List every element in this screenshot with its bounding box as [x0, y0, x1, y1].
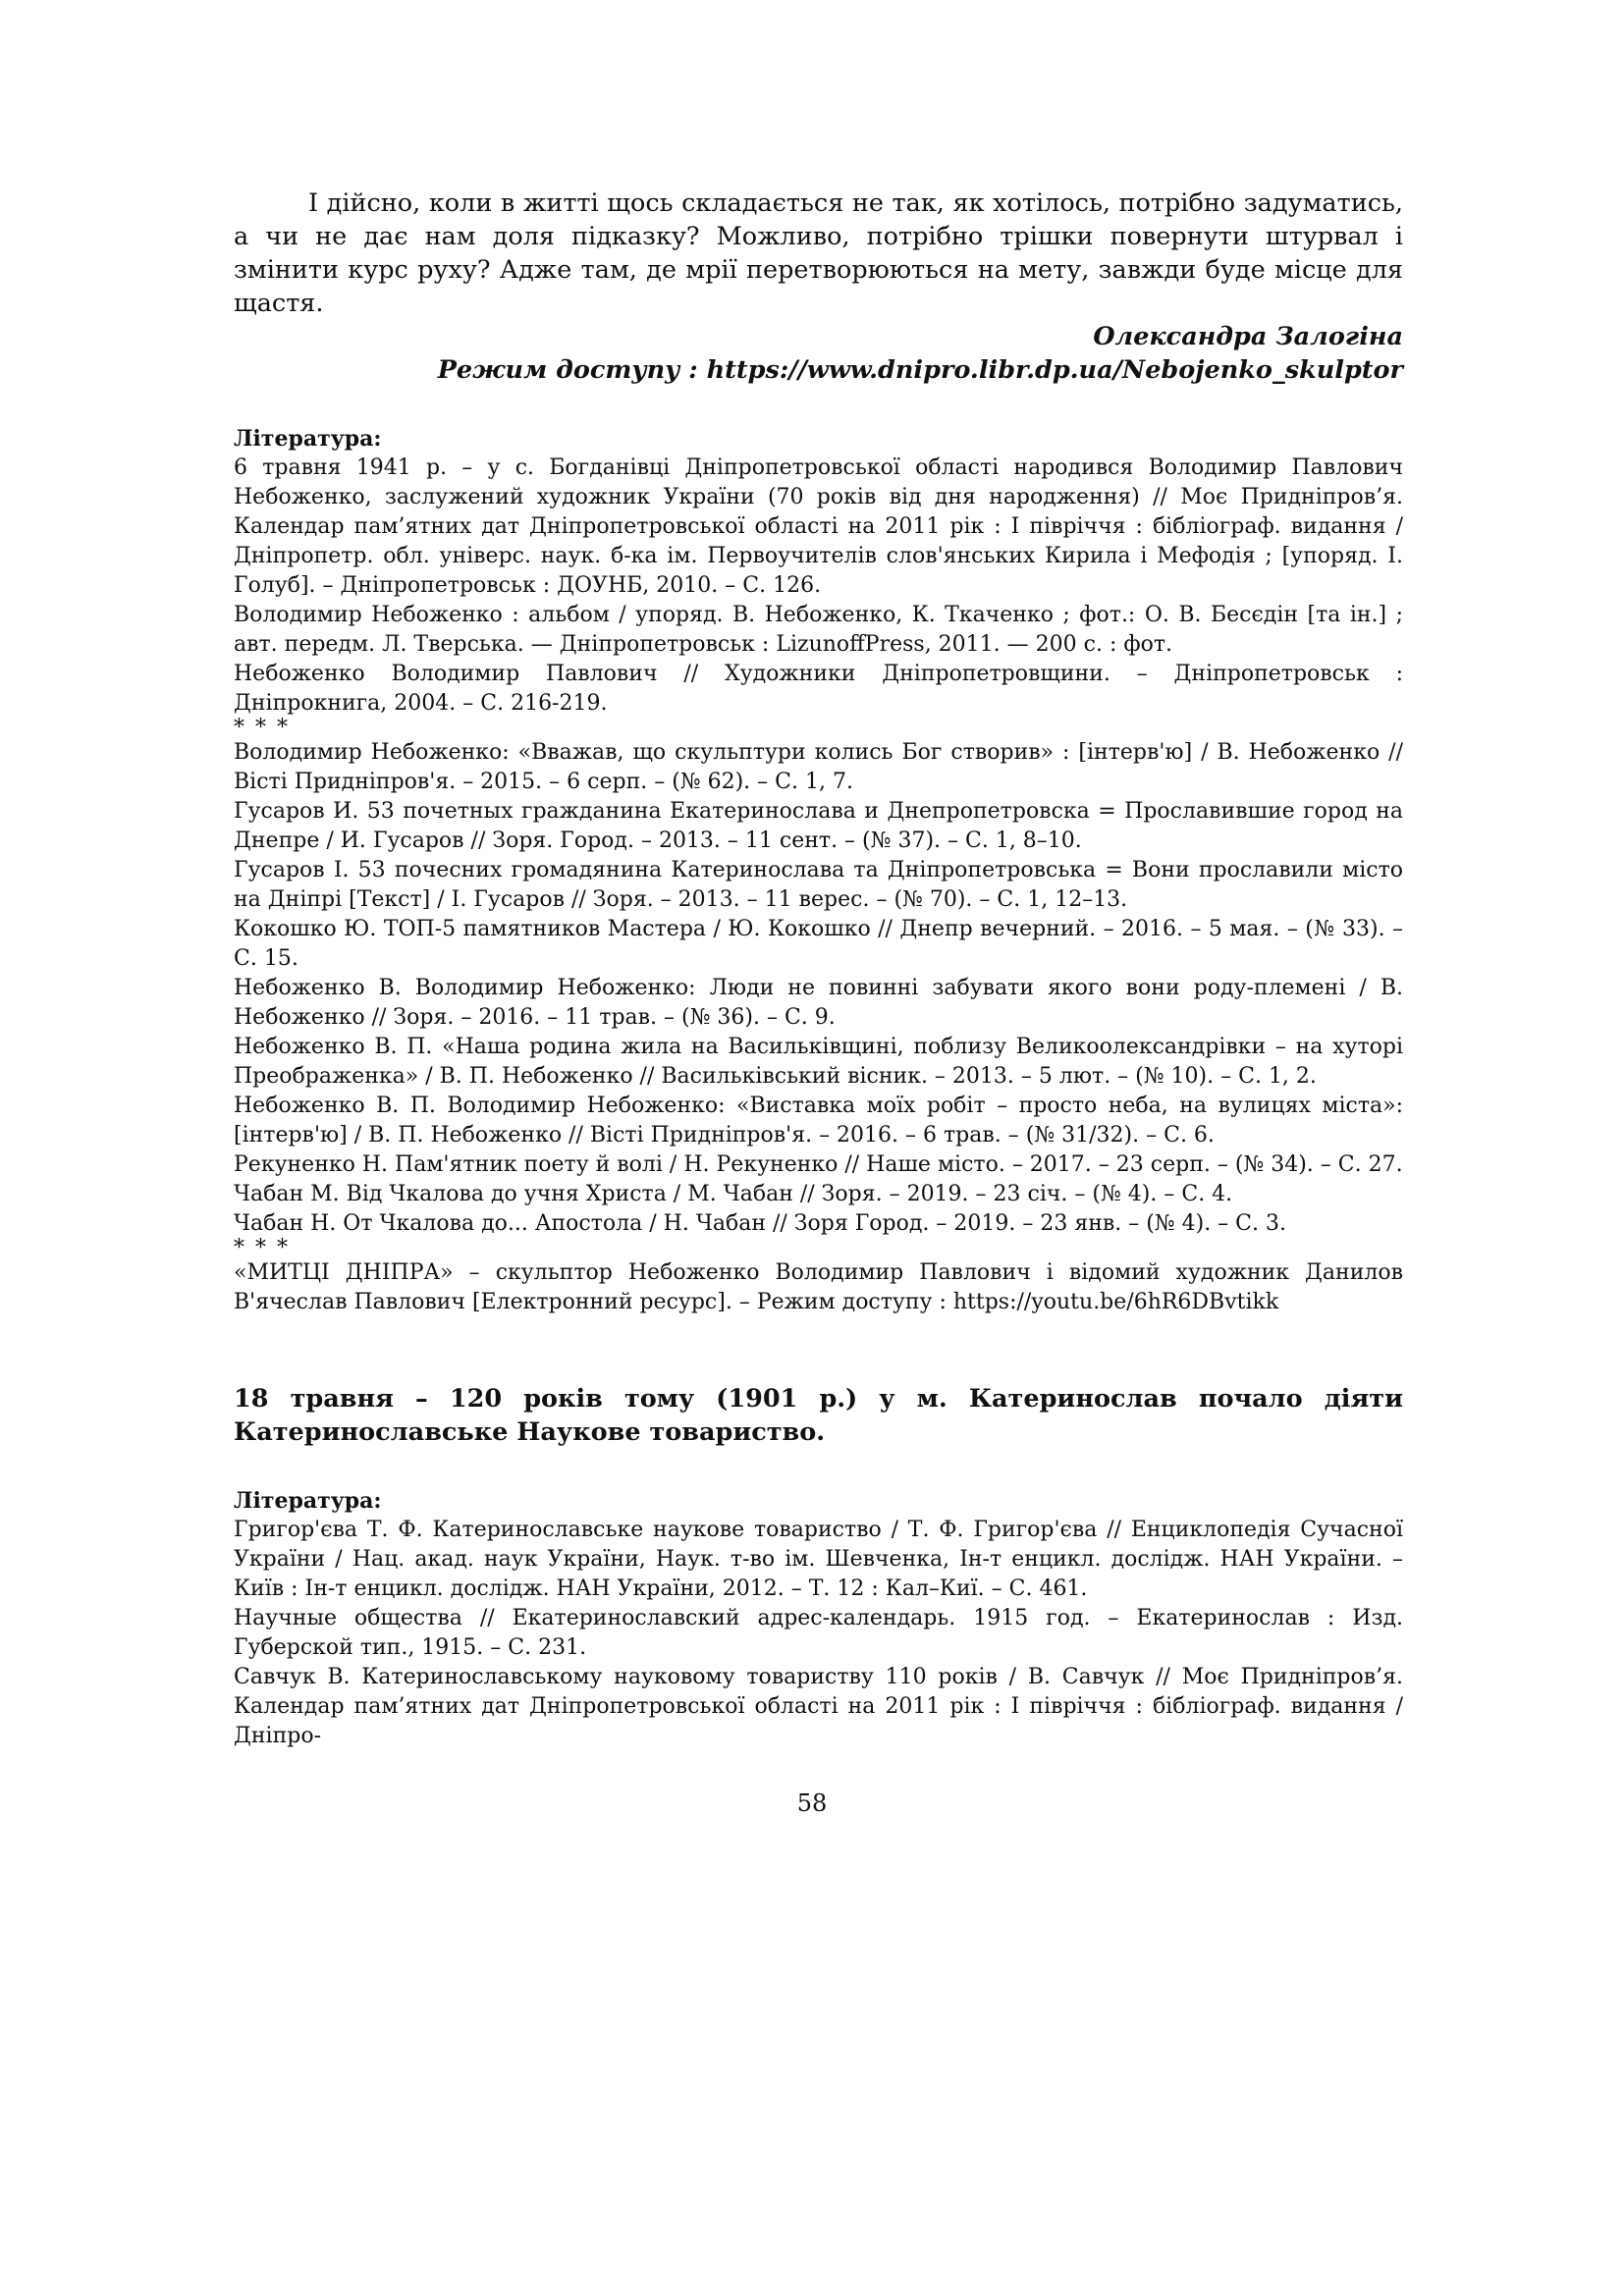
reference-item: Небоженко В. П. Володимир Небоженко: «Виставка моїх робіт – просто неба, на вулицях міста»: [інтерв'ю] / В. П. Небоженко // Вісті Придніпров'я. – 2016. – 6 трав. – (№ 31/32). – С. 6.: [234, 1094, 1403, 1148]
reference-item: 6 травня 1941 р. – у с. Богданівці Дніпропетровської області народився Володимир Павлович Небоженко, заслужений художник України (70 років від дня народження) // Моє Придніпров’я. Календар пам’ятних дат Дніпропетровської області на 2011 рік : І півріччя : бібліограф. видання / Дніпропетр. обл. універс. наук. б-ка ім. Первоучителів слов'янських Кирила і Мефодія ; [упоряд. І. Голуб]. – Дніпропетровськ : ДОУНБ, 2010. – С. 126.: [234, 455, 1403, 598]
reference-item: Небоженко Володимир Павлович // Художники Дніпропетровщини. – Дніпропетровськ : Дніпрокнига, 2004. – С. 216-219.: [234, 662, 1403, 716]
reference-item: Савчук В. Катеринославському науковому товариству 110 років / В. Савчук // Моє Придніпров’я. Календар пам’ятних дат Дніпропетровської області на 2011 рік : І півріччя : бібліограф. видання / Дніпро-: [234, 1665, 1403, 1748]
page-number: 58: [796, 1789, 828, 1817]
reference-item: Гусаров И. 53 почетных гражданина Екатеринослава и Днепропетровска = Прославившие город на Днепре / И. Гусаров // Зоря. Город. – 2013. – 11 сент. – (№ 37). – С. 1, 8–10.: [234, 799, 1403, 853]
reference-item: Григор'єва Т. Ф. Катеринославське наукове товариство / Т. Ф. Григор'єва // Енциклопедія Сучасної України / Нац. акад. наук України, Наук. т-во ім. Шевченка, Ін-т енцикл. дослідж. НАН України. – Київ : Ін-т енцикл. дослідж. НАН України, 2012. – Т. 12 : Кал–Киї. – С. 461.: [234, 1518, 1403, 1601]
reference-item: «МИТЦІ ДНІПРА» – скульптор Небоженко Володимир Павлович і відомий художник Данилов В'ячеслав Павлович [Електронний ресурс]. – Режим доступу : https://youtu.be/6hR6DBvtikk: [234, 1260, 1403, 1314]
reference-item: Чабан М. Від Чкалова до учня Христа / М. Чабан // Зоря. – 2019. – 23 січ. – (№ 4). – С. 4.: [234, 1182, 1233, 1206]
literature-title: Література:: [234, 1488, 382, 1514]
author-signature: Олександра Залогіна: [1093, 322, 1403, 351]
separator-stars: * * *: [234, 716, 290, 740]
reference-item: Кокошко Ю. ТОП-5 памятников Мастера / Ю. Кокошко // Днепр вечерний. – 2016. – 5 мая. – (№ 33). – С. 15.: [234, 917, 1403, 971]
separator-stars: * * *: [234, 1236, 290, 1260]
access-link[interactable]: Режим доступу : https://www.dnipro.libr.dp.ua/Nebojenko_skulptor: [437, 355, 1403, 385]
event-heading: 18 травня – 120 років тому (1901 р.) у м. Катеринослав почало діяти Катеринославське Наукове товариство.: [234, 1384, 1403, 1447]
literature-section-1: [234, 424, 1403, 1317]
intro-section: [234, 187, 1403, 387]
reference-item: Гусаров І. 53 почесних громадянина Катеринослава та Дніпропетровська = Вони прославили місто на Дніпрі [Текст] / І. Гусаров // Зоря. – 2013. – 11 верес. – (№ 70). – С. 1, 12–13.: [234, 858, 1403, 912]
reference-item: Чабан Н. От Чкалова до... Апостола / Н. Чабан // Зоря Город. – 2019. – 23 янв. – (№ 4). – С. 3.: [234, 1211, 1286, 1236]
reference-item: Небоженко В. П. «Наша родина жила на Васильківщині, поблизу Великоолександрівки – на хуторі Преображенка» / В. П. Небоженко // Васильківський вісник. – 2013. – 5 лют. – (№ 10). – С. 1, 2.: [234, 1035, 1403, 1089]
reference-item: Володимир Небоженко : альбом / упоряд. В. Небоженко, К. Ткаченко ; фот.: О. В. Бесєдін [та ін.] ; авт. передм. Л. Тверська. — Дніпропетровськ : LizunoffPress, 2011. — 200 с. : фот.: [234, 603, 1403, 657]
reference-item: Научные общества // Екатеринославский адрес-календарь. 1915 год. – Екатеринослав : Изд. Губерской тип., 1915. – С. 231.: [234, 1606, 1403, 1660]
literature-section-2: [234, 1486, 1403, 1751]
reference-item: Володимир Небоженко: «Вважав, що скульптури колись Бог створив» : [інтерв'ю] / В. Небоженко // Вісті Придніпров'я. – 2015. – 6 серп. – (№ 62). – С. 1, 7.: [234, 740, 1403, 794]
page-content: [234, 187, 1403, 1751]
intro-paragraph: І дійсно, коли в житті щось складається не так, як хотілось, потрібно задуматись, а чи не дає нам доля підказку? Можливо, потрібно трішки повернути штурвал і змінити курс руху? Адже там, де мрії перетворюються на мету, завжди буде місце для щастя.: [234, 188, 1403, 318]
reference-item: Рекуненко Н. Пам'ятник поету й волі / Н. Рекуненко // Наше місто. – 2017. – 23 серп. – (№ 34). – С. 27.: [234, 1152, 1403, 1177]
literature-title: Література:: [234, 426, 382, 452]
reference-item: Небоженко В. Володимир Небоженко: Люди не повинні забувати якого вони роду-племені / В. Небоженко // Зоря. – 2016. – 11 трав. – (№ 36). – С. 9.: [234, 976, 1403, 1030]
